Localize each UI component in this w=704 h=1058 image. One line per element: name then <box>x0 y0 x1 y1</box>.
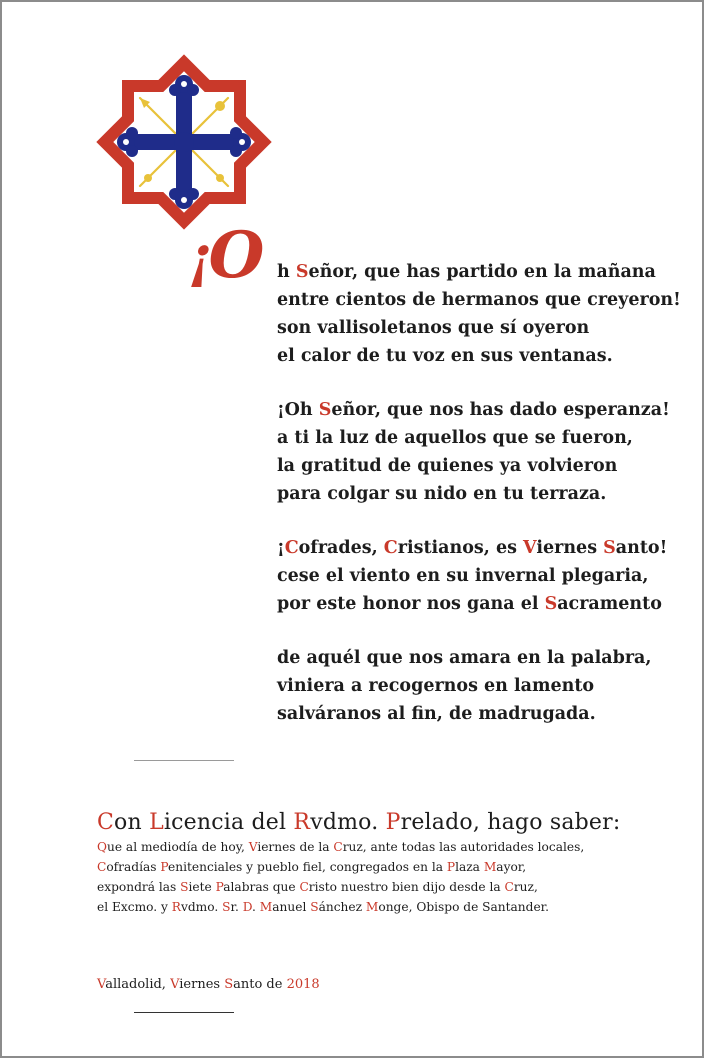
red-initial: S <box>310 900 319 914</box>
red-initial: M <box>483 860 497 874</box>
text-segment: salváranos al fin, de madrugada. <box>277 704 596 724</box>
text-segment: anto de <box>233 977 287 992</box>
red-initial: P <box>446 860 456 874</box>
red-initial: M <box>259 900 273 914</box>
text-segment: ofrades, <box>298 538 384 558</box>
poem-line <box>277 590 697 618</box>
text-segment: icencia del <box>163 810 294 835</box>
text-segment: iernes <box>536 538 604 558</box>
text-segment: enitenciales y pueblo fiel, congregados en la <box>168 860 447 874</box>
text-segment: viniera a recogernos en lamento <box>277 676 595 696</box>
red-initial: S <box>224 977 234 992</box>
text-segment: ruz, <box>513 880 538 894</box>
text-segment: entre cientos de hermanos que creyeron! <box>277 290 681 310</box>
poem-stanza <box>277 396 697 508</box>
drop-cap <box>188 218 261 293</box>
poem-line <box>277 342 697 370</box>
poem-line <box>277 562 697 590</box>
drop-cap-letter: O <box>208 218 261 293</box>
text-segment: risto nuestro bien dijo desde la <box>308 880 505 894</box>
poem-line <box>277 396 697 424</box>
red-initial: R <box>293 810 311 835</box>
text-segment: iernes <box>179 977 225 992</box>
red-initial: V <box>523 538 537 558</box>
poem <box>277 258 697 754</box>
license-notice <box>97 810 697 917</box>
red-initial: R <box>171 900 181 914</box>
poem-stanza <box>277 534 697 618</box>
text-segment: h <box>277 262 296 282</box>
text-segment: alabras que <box>223 880 300 894</box>
red-initial: C <box>333 840 343 854</box>
divider-top <box>134 760 234 761</box>
text-segment: ánchez <box>318 900 366 914</box>
red-initial: V <box>170 977 180 992</box>
text-segment: por este honor nos gana el <box>277 594 545 614</box>
text-segment: de aquél que nos amara en la palabra, <box>277 648 652 668</box>
red-initial: V <box>97 977 106 992</box>
text-segment: cese el viento en su invernal plegaria, <box>277 566 649 586</box>
red-initial: S <box>180 880 189 894</box>
text-segment: iernes de la <box>257 840 334 854</box>
red-initial: Q <box>97 840 107 854</box>
poem-line <box>277 700 697 728</box>
text-segment: ristianos, es <box>397 538 524 558</box>
poem-line <box>277 314 697 342</box>
notice-line <box>97 857 697 877</box>
red-initial: C <box>284 538 299 558</box>
text-segment: ayor, <box>496 860 527 874</box>
notice-body <box>97 837 697 917</box>
text-segment: vdmo. <box>180 900 223 914</box>
text-segment: eñor, que nos has dado esperanza! <box>331 400 670 420</box>
text-segment: ruz, ante todas las autoridades locales, <box>342 840 585 854</box>
red-initial: P <box>385 810 401 835</box>
drop-cap-mark: ¡ <box>188 225 209 291</box>
poem-line <box>277 480 697 508</box>
red-initial: L <box>149 810 164 835</box>
red-initial: C <box>97 810 115 835</box>
text-segment: iete <box>188 880 216 894</box>
text-segment: . <box>252 900 260 914</box>
text-segment: onge, Obispo de Santander. <box>378 900 550 914</box>
cross-emblem-icon <box>94 52 274 232</box>
text-segment: laza <box>455 860 484 874</box>
notice-line <box>97 897 697 917</box>
text-segment: alladolid, <box>105 977 171 992</box>
text-segment: ofradías <box>106 860 161 874</box>
red-initial: S <box>295 262 309 282</box>
red-initial: C <box>97 860 107 874</box>
text-segment: relado, hago saber: <box>400 810 621 835</box>
text-segment: ¡ <box>277 538 285 558</box>
text-segment: anto! <box>615 538 668 558</box>
text-segment: la gratitud de quienes ya volvieron <box>277 456 618 476</box>
text-segment: a ti la luz de aquellos que se fueron, <box>277 428 633 448</box>
text-segment: ue al mediodía de hoy, <box>107 840 249 854</box>
red-initial: C <box>504 880 514 894</box>
text-segment: on <box>114 810 150 835</box>
text-segment: acramento <box>557 594 662 614</box>
text-segment: son vallisoletanos que sí oyeron <box>277 318 590 338</box>
notice-line <box>97 877 697 897</box>
red-initial: S <box>544 594 558 614</box>
poem-line <box>277 424 697 452</box>
text-segment: el calor de tu voz en sus ventanas. <box>277 346 613 366</box>
poem-line <box>277 534 697 562</box>
red-initial: P <box>160 860 169 874</box>
poem-line <box>277 286 697 314</box>
red-initial: V <box>248 840 258 854</box>
red-initial: C <box>383 538 398 558</box>
text-segment: eñor, que has partido en la mañana <box>308 262 656 282</box>
poem-line <box>277 672 697 700</box>
text-segment: expondrá las <box>97 880 181 894</box>
text-segment: ¡Oh <box>277 400 319 420</box>
divider-bottom <box>134 1012 234 1013</box>
red-initial: S <box>603 538 616 558</box>
notice-line <box>97 837 697 857</box>
red-initial: S <box>318 400 332 420</box>
text-segment: anuel <box>272 900 311 914</box>
red-initial: D <box>242 900 253 914</box>
poem-stanza <box>277 258 697 370</box>
poem-line <box>277 452 697 480</box>
red-initial: 2018 <box>286 977 320 992</box>
poem-line <box>277 258 697 286</box>
notice-title <box>97 810 697 835</box>
text-segment: el Excmo. y <box>97 900 172 914</box>
red-initial: M <box>365 900 379 914</box>
text-segment: para colgar su nido en tu terraza. <box>277 484 607 504</box>
signature-line <box>97 977 320 992</box>
red-initial: S <box>222 900 231 914</box>
poem-stanza <box>277 644 697 728</box>
text-segment: vdmo. <box>310 810 386 835</box>
poem-line <box>277 644 697 672</box>
text-segment: r. <box>230 900 243 914</box>
red-initial: P <box>215 880 224 894</box>
red-initial: C <box>299 880 309 894</box>
